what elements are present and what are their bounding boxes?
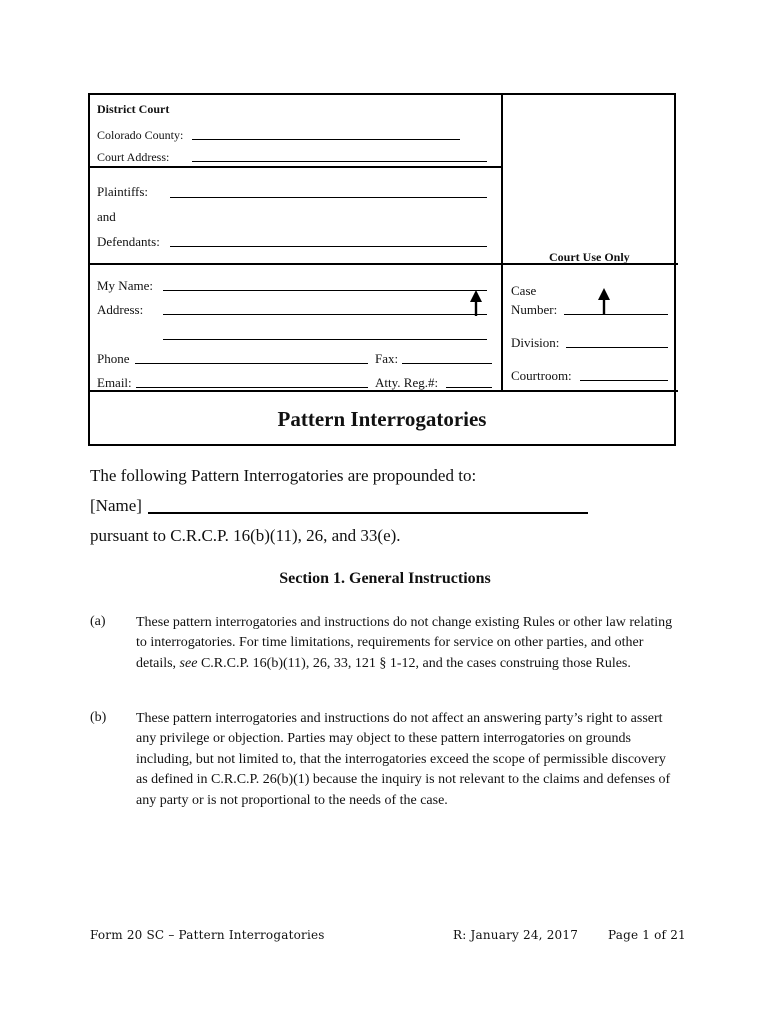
phone-field[interactable]	[135, 363, 368, 364]
my-name-label: My Name:	[97, 278, 153, 293]
email-label: Email:	[97, 375, 132, 390]
court-address-field[interactable]	[192, 161, 487, 162]
caption-divider-court	[90, 166, 502, 168]
intro-line: The following Pattern Interrogatories are propounded to:	[90, 466, 477, 485]
division-label: Division:	[511, 335, 560, 350]
courtroom-field[interactable]	[580, 380, 668, 381]
section-heading: Section 1. General Instructions	[279, 570, 491, 587]
email-field[interactable]	[136, 387, 368, 388]
fax-field[interactable]	[402, 363, 492, 364]
atty-reg-field[interactable]	[446, 387, 492, 388]
case-caption-box	[88, 93, 676, 446]
court-address-label: Court Address:	[97, 150, 170, 164]
my-name-field[interactable]	[163, 290, 487, 291]
defendants-label: Defendants:	[97, 234, 160, 249]
atty-reg-label: Atty. Reg.#:	[375, 375, 439, 390]
county-label: Colorado County:	[97, 128, 184, 142]
my-address-label: Address:	[97, 302, 144, 317]
document-title: Pattern Interrogatories	[277, 407, 487, 431]
phone-label: Phone	[97, 351, 130, 366]
item-b-label: (b)	[90, 710, 107, 725]
and-label: and	[97, 209, 116, 224]
plaintiffs-label: Plaintiffs:	[97, 184, 149, 199]
item-a-text: These pattern interrogatories and instructions do not change existing Rules or other law relating to interrogatories. For time limitations, requirements for service on other parties, and other details, see C.R.C.P. 16(b)(11), 26, 33, 121 § 1-12, and the cases construing those Rules.	[136, 615, 673, 671]
caption-column-divider	[501, 95, 503, 391]
footer-page-number: Page 1 of 21	[608, 928, 686, 942]
case-number-field[interactable]	[564, 314, 668, 315]
case-label: Case	[511, 283, 537, 298]
recipient-name-field[interactable]	[148, 512, 588, 514]
item-a-label: (a)	[90, 614, 106, 629]
pursuant-line: pursuant to C.R.C.P. 16(b)(11), 26, and 33(e).	[90, 526, 401, 545]
division-field[interactable]	[566, 347, 668, 348]
my-address-field-2[interactable]	[163, 339, 487, 340]
item-b-text: These pattern interrogatories and instructions do not affect an answering party’s right to assert any privilege or objection. Parties may object to these pattern interrogatories on grounds including, but not limited to, that the interrogatories exceed the scope of permissible discovery as defined in C.R.C.P. 26(b)(1) because the inquiry is not relevant to the claims and defenses of any party or is not proportional to the needs of the case.	[136, 711, 671, 808]
courtroom-label: Courtroom:	[511, 368, 572, 383]
footer-revision: R: January 24, 2017	[453, 928, 579, 942]
my-address-field-1[interactable]	[163, 314, 487, 315]
county-field[interactable]	[192, 139, 460, 140]
court-heading: District Court	[97, 102, 170, 116]
plaintiffs-field[interactable]	[170, 197, 487, 198]
footer-form-name: Form 20 SC – Pattern Interrogatories	[90, 928, 325, 942]
name-label: [Name]	[90, 496, 142, 515]
fax-label: Fax:	[375, 351, 399, 366]
court-use-only-label: Court Use Only	[549, 250, 630, 264]
up-arrow-icon	[469, 290, 483, 316]
case-number-label: Number:	[511, 302, 558, 317]
defendants-field[interactable]	[170, 246, 487, 247]
up-arrow-icon	[597, 288, 611, 314]
